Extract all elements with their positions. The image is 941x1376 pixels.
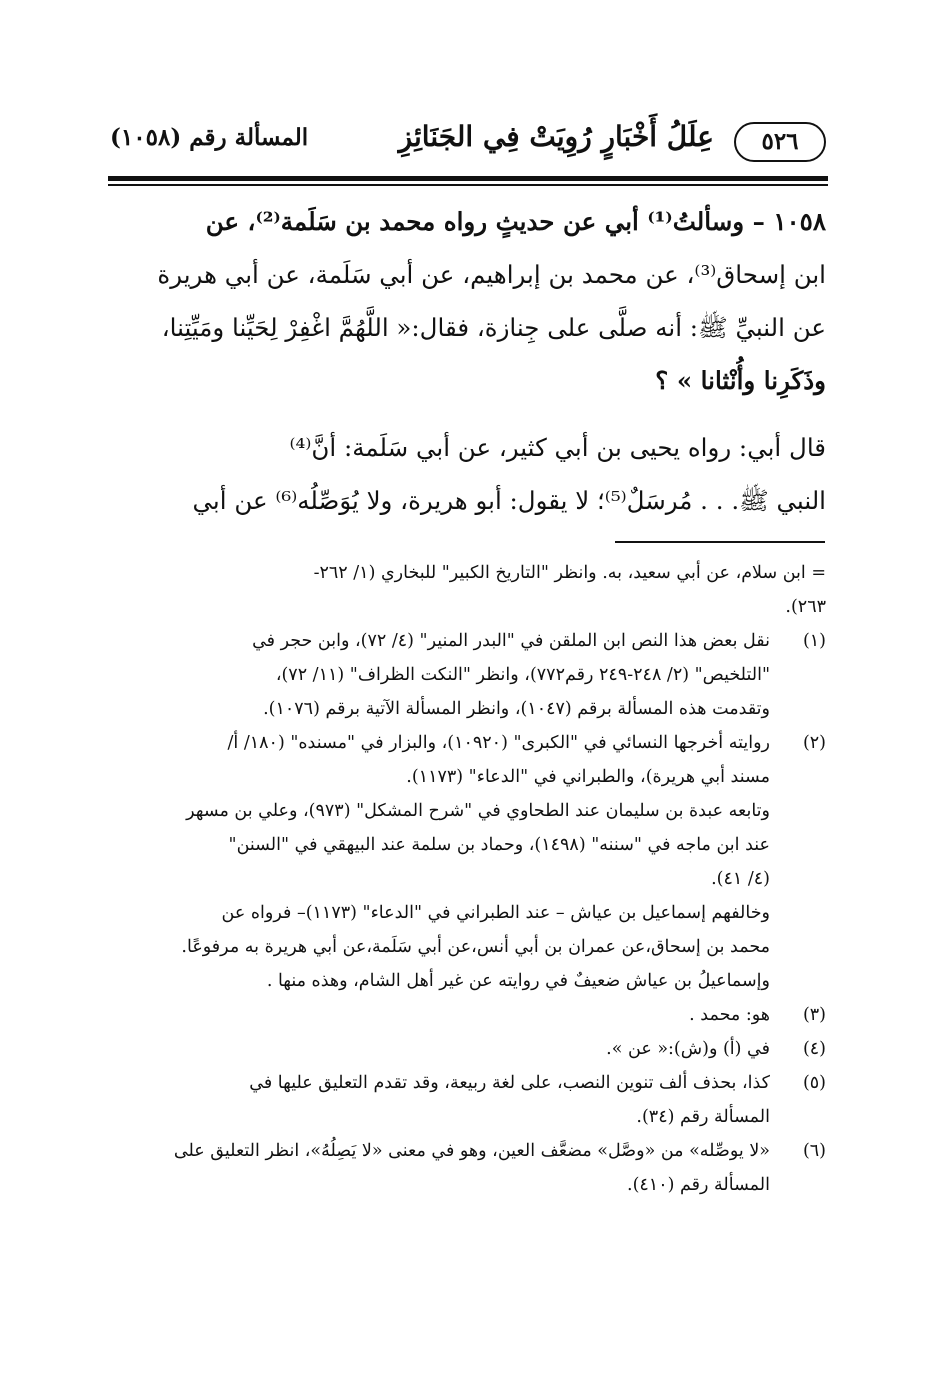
- question-paragraph: [110, 195, 826, 407]
- footnote-number: (٢): [802, 733, 826, 753]
- footnote-number: (١): [802, 631, 826, 651]
- footnote-line: وتابعه عبدة بن سليمان عند الطحاوي في "شرح المشكل" (٩٧٣)، وعلي بن مسهر: [186, 801, 770, 821]
- question-line: ١٠٥٨ – وسألتُ⁽¹⁾ أبي عن حديثٍ رواه محمد بن سَلَمة⁽²⁾، عن: [205, 207, 826, 236]
- footnotes: [110, 556, 826, 1202]
- main-text: [110, 195, 826, 527]
- footnote-4: [110, 1032, 826, 1066]
- footnote-line: المسألة رقم (٣٤).: [636, 1107, 770, 1127]
- footnote-line: ٢٦٣).: [785, 597, 826, 617]
- footnote-line: عند ابن ماجه في "سننه" (١٤٩٨)، وحماد بن سلمة عند البيهقي في "السنن": [228, 835, 770, 855]
- page-header: [110, 118, 826, 170]
- footnote-line: وخالفهم إسماعيل بن عياش – عند الطبراني في "الدعاء" (١١٧٣)– فرواه عن: [221, 903, 770, 923]
- footnote-line: هو: محمد .: [689, 1005, 770, 1025]
- footnote-3: [110, 998, 826, 1032]
- footnote-number: (٣): [802, 1005, 826, 1025]
- footnote-line: روايته أخرجها النسائي في "الكبرى" (١٠٩٢٠)، والبزار في "مسنده" (١٨٠/ أ/: [227, 733, 770, 753]
- question-line: ابن إسحاق⁽³⁾، عن محمد بن إبراهيم، عن أبي سَلَمة، عن أبي هريرة: [157, 260, 826, 289]
- footnote-line: المسألة رقم (٤١٠).: [627, 1175, 770, 1195]
- answer-line: النبي ﷺ. . . مُرسَلٌ⁽⁵⁾؛ لا يقول: أبو هريرة، ولا يُوَصِّلُه⁽⁶⁾ عن أبي: [192, 486, 826, 515]
- footnote-line: «لا يوصِّله» من «وصَّل» مضعَّف العين، وهو في معنى «لا يَصِلُهُ»، انظر التعليق على: [173, 1141, 770, 1161]
- answer-paragraph: [110, 421, 826, 527]
- footnote-line: وتقدمت هذه المسألة برقم (١٠٤٧)، وانظر المسألة الآتية برقم (١٠٧٦).: [263, 699, 770, 719]
- answer-line: قال أبي: رواه يحيى بن أبي كثير، عن أبي سَلَمة: أنَّ⁽⁴⁾: [289, 433, 826, 462]
- header-rule-thick: [108, 176, 828, 181]
- question-line: وذَكَرِنا وأُنْثانا » ؟: [655, 366, 826, 395]
- footnote-line: وإسماعيلُ بن عياش ضعيفٌ في روايته عن غير أهل الشام، وهذه منها .: [266, 971, 770, 991]
- footnote-2: [110, 726, 826, 998]
- footnote-line: محمد بن إسحاق،عن عمران بن أبي أنس،عن أبي سَلَمة،عن أبي هريرة به مرفوعًا.: [181, 937, 770, 957]
- footnote-line: نقل بعض هذا النص ابن الملقن في "البدر المنير" (٤/ ٧٢)، وابن حجر في: [252, 631, 770, 651]
- footnote-separator: [615, 541, 825, 543]
- footnote-line: (٤/ ٤١).: [711, 869, 770, 889]
- footnote-line: "التلخيص" (٢/ ٢٤٨-٢٤٩ رقم٧٧٢)، وانظر "النكت الظراف" (١١/ ٧٢)،: [275, 665, 770, 685]
- question-line: عن النبيِّ ﷺ: أنه صلَّى على جِنازة، فقال:« اللَّهُمَّ اغْفِرْ لِحَيِّنا ومَيِّتِنا،: [161, 313, 826, 342]
- footnote-line: = ابن سلام، عن أبي سعيد، به. وانظر "التاريخ الكبير" للبخاري (١/ ٢٦٢-: [313, 563, 826, 583]
- page-number-badge: ٥٢٦: [734, 122, 826, 162]
- issue-number-label: المسألة رقم (١٠٥٨): [110, 124, 309, 151]
- footnote-6: [110, 1134, 826, 1202]
- footnote-number: (٥): [802, 1073, 826, 1093]
- footnote-5: [110, 1066, 826, 1134]
- footnote-line: كذا، بحذف ألف تنوين النصب، على لغة ربيعة، وقد تقدم التعليق عليها في: [249, 1073, 770, 1093]
- book-title: عِلَلُ أَخْبَارٍ رُوِيَتْ فِي الجَنَائِزِ: [398, 120, 714, 153]
- header-rule-thin: [108, 184, 828, 186]
- footnote-line: مسند أبي هريرة)، والطبراني في "الدعاء" (١١٧٣).: [406, 767, 770, 787]
- footnote-line: في (أ) و(ش):« عن ».: [606, 1039, 770, 1059]
- footnote-continuation: [110, 556, 826, 624]
- footnote-number: (٦): [802, 1141, 826, 1161]
- footnote-number: (٤): [802, 1039, 826, 1059]
- footnote-1: [110, 624, 826, 726]
